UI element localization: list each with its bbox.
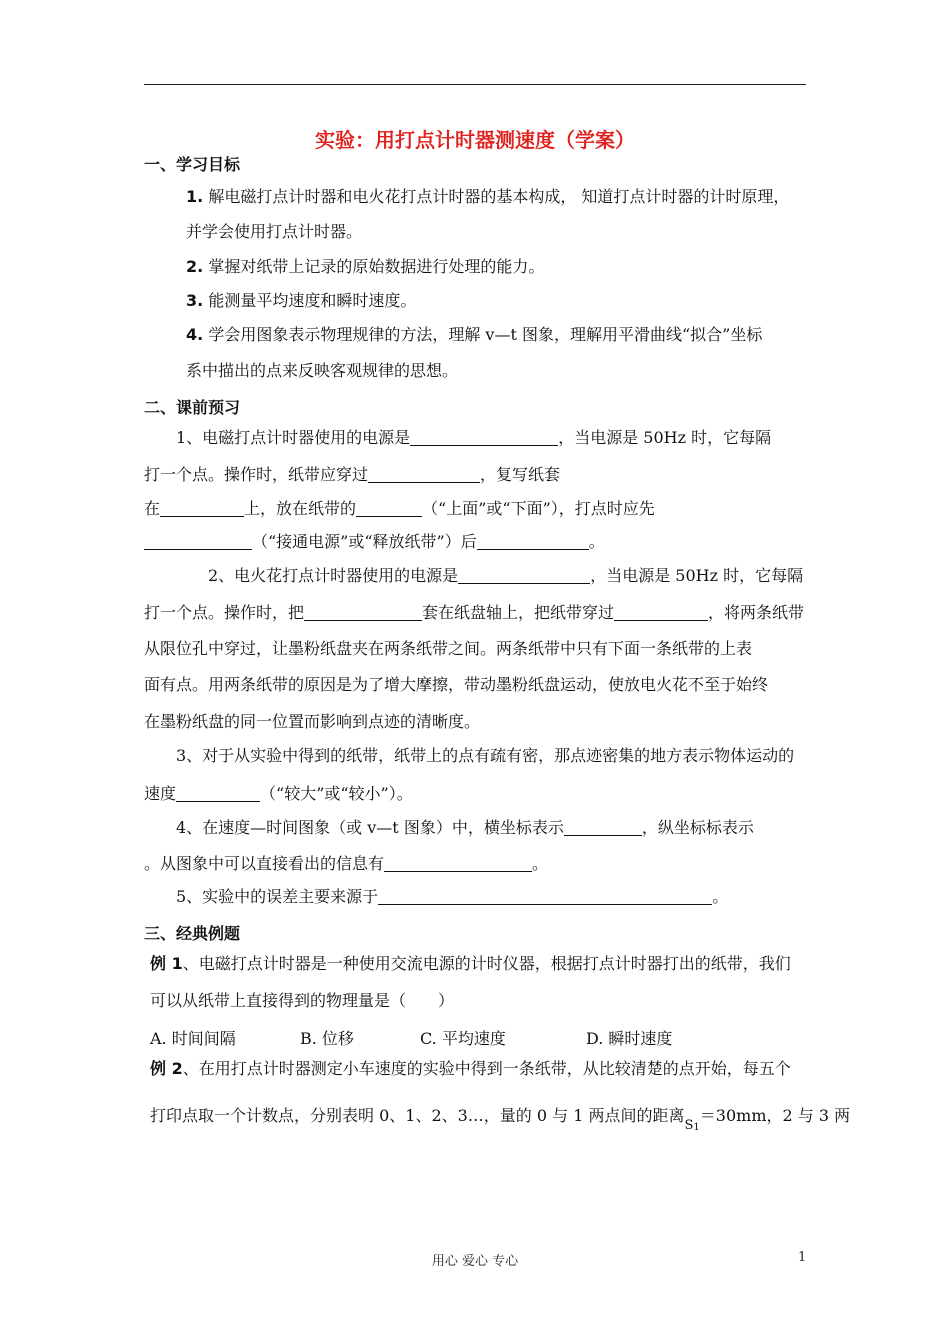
q1-text-d: ，复写纸套: [480, 465, 561, 484]
preview-q2-line-3: 从限位孔中穿过，让墨粉纸盘夹在两条纸带之间。两条纸带中只有下面一条纸带的上表: [144, 639, 753, 658]
example-1-option-a[interactable]: A. 时间间隔: [150, 1029, 236, 1048]
q4-blank-info[interactable]: [384, 855, 532, 872]
example-2-line-1: [150, 1059, 791, 1079]
q1-blank-position[interactable]: [356, 500, 422, 517]
example-1-option-b[interactable]: B. 位移: [300, 1029, 354, 1048]
preview-q1-line-4: [144, 532, 605, 552]
q5-text-b: 。: [712, 887, 729, 906]
preview-q3-line-2: [144, 784, 413, 804]
example-1-line-2: 可以从纸带上直接得到的物理量是（ ）: [150, 991, 455, 1010]
goal-1-number: 1.: [186, 187, 204, 206]
q1-text-h: （“接通电源”或“释放纸带”）后: [252, 532, 477, 551]
q1-text-f: 上，放在纸带的: [244, 499, 357, 518]
goal-2: [186, 257, 544, 277]
q1-text-g: （“上面”或“下面”），打点时应先: [422, 499, 655, 518]
q1-blank-first[interactable]: [144, 533, 252, 550]
q3-blank-speed[interactable]: [176, 785, 260, 802]
header-rule: [144, 84, 806, 85]
example-1-label: 例 1: [150, 954, 183, 973]
q4-text-c: 。从图象中可以直接看出的信息有: [144, 854, 385, 873]
q1-text-b: ，当电源是 50Hz 时，它每隔: [558, 428, 772, 447]
example-1-text: 、电磁打点计时器是一种使用交流电源的计时仪器，根据打点计时器打出的纸带，我们: [182, 954, 791, 973]
q4-text-b: ，纵坐标标表示: [641, 818, 754, 837]
preview-q5: [176, 887, 728, 907]
section-heading-goals: 一、学习目标: [144, 155, 241, 174]
preview-q3-line-1: 3、对于从实验中得到的纸带，纸带上的点有疏有密，那点迹密集的地方表示物体运动的: [176, 746, 795, 765]
preview-q1-line-1: [176, 428, 771, 448]
goal-2-number: 2.: [186, 257, 204, 276]
preview-q4-line-2: [144, 854, 548, 874]
section-heading-preview: 二、课前预习: [144, 398, 241, 417]
q1-text-e: 在: [144, 499, 161, 518]
q2-blank-through[interactable]: [614, 604, 708, 621]
footer-motto: 用心 爱心 专心: [431, 1254, 519, 1269]
q2-blank-power[interactable]: [458, 567, 590, 584]
page-title: 实验：用打点计时器测速度（学案）: [315, 128, 635, 152]
q3-text-b: 速度: [144, 784, 177, 803]
preview-q2-line-2: [144, 603, 804, 623]
goal-1-line-2: 并学会使用打点计时器。: [186, 222, 363, 241]
q3-text-c: （“较大”或“较小”）。: [260, 784, 413, 803]
goal-4-text: 学会用图象表示物理规律的方法，理解 v—t 图象，理解用平滑曲线“拟合”坐标: [208, 325, 763, 344]
goal-1-line-1: [186, 187, 789, 207]
example-2-symbol-sub: 1: [693, 1122, 700, 1133]
example-2-label: 例 2: [150, 1059, 183, 1078]
example-2-text-a: 打印点取一个计数点，分别表明 0、1、2、3…，量的 0 与 1 两点间的距离: [150, 1106, 685, 1125]
example-2-line-2: [150, 1106, 850, 1138]
q4-text-d: 。: [532, 854, 549, 873]
section-heading-examples: 三、经典例题: [144, 924, 241, 943]
example-2-text-b: ＝30mm，2 与 3 两: [699, 1106, 851, 1125]
goal-4-line-2: 系中描出的点来反映客观规律的思想。: [186, 361, 459, 380]
q5-blank-error[interactable]: [378, 888, 712, 905]
example-2-text: 、在用打点计时器测定小车速度的实验中得到一条纸带，从比较清楚的点开始，每五个: [182, 1059, 791, 1078]
example-2-symbol-s: S: [684, 1118, 694, 1133]
example-1-line-1: [150, 954, 791, 974]
q5-text-a: 5、实验中的误差主要来源于: [176, 887, 379, 906]
q1-blank-through[interactable]: [368, 466, 480, 483]
preview-q2-line-4: 面有点。用两条纸带的原因是为了增大摩擦，带动墨粉纸盘运动，使放电火花不至于始终: [144, 675, 769, 694]
preview-q1-line-3: [144, 499, 655, 519]
q1-blank-power[interactable]: [410, 429, 558, 446]
q1-blank-then[interactable]: [477, 533, 589, 550]
q2-blank-disc[interactable]: [304, 604, 422, 621]
q1-text-a: 1、电磁打点计时器使用的电源是: [176, 428, 411, 447]
q4-blank-x-axis[interactable]: [564, 819, 642, 836]
goal-3: [186, 291, 416, 311]
goal-4-line-1: [186, 325, 762, 345]
q2-text-a: 2、电火花打点计时器使用的电源是: [208, 566, 459, 585]
preview-q2-line-1: [208, 566, 803, 586]
q4-text-a: 4、在速度—时间图象（或 v—t 图象）中，横坐标表示: [176, 818, 564, 837]
q2-text-e: ，将两条纸带: [708, 603, 805, 622]
goal-3-text: 能测量平均速度和瞬时速度。: [208, 291, 417, 310]
q2-text-d: 套在纸盘轴上，把纸带穿过: [422, 603, 615, 622]
preview-q4-line-1: [176, 818, 754, 838]
example-1-option-d[interactable]: D. 瞬时速度: [586, 1029, 673, 1048]
q2-text-b: ，当电源是 50Hz 时，它每隔: [590, 566, 804, 585]
page-number: 1: [798, 1250, 807, 1265]
preview-q2-line-5: 在墨粉纸盘的同一位置而影响到点迹的清晰度。: [144, 712, 481, 731]
goal-4-number: 4.: [186, 325, 204, 344]
example-1-option-c[interactable]: C. 平均速度: [420, 1029, 506, 1048]
q1-blank-axis[interactable]: [160, 500, 244, 517]
q1-text-c: 打一个点。操作时，纸带应穿过: [144, 465, 369, 484]
goal-2-text: 掌握对纸带上记录的原始数据进行处理的能力。: [208, 257, 545, 276]
preview-q1-line-2: [144, 465, 560, 485]
q2-text-c: 打一个点。操作时，把: [144, 603, 305, 622]
goal-1-text: 解电磁打点计时器和电火花打点计时器的基本构成， 知道打点计时器的计时原理，: [208, 187, 790, 206]
goal-3-number: 3.: [186, 291, 204, 310]
q1-text-i: 。: [588, 532, 605, 551]
